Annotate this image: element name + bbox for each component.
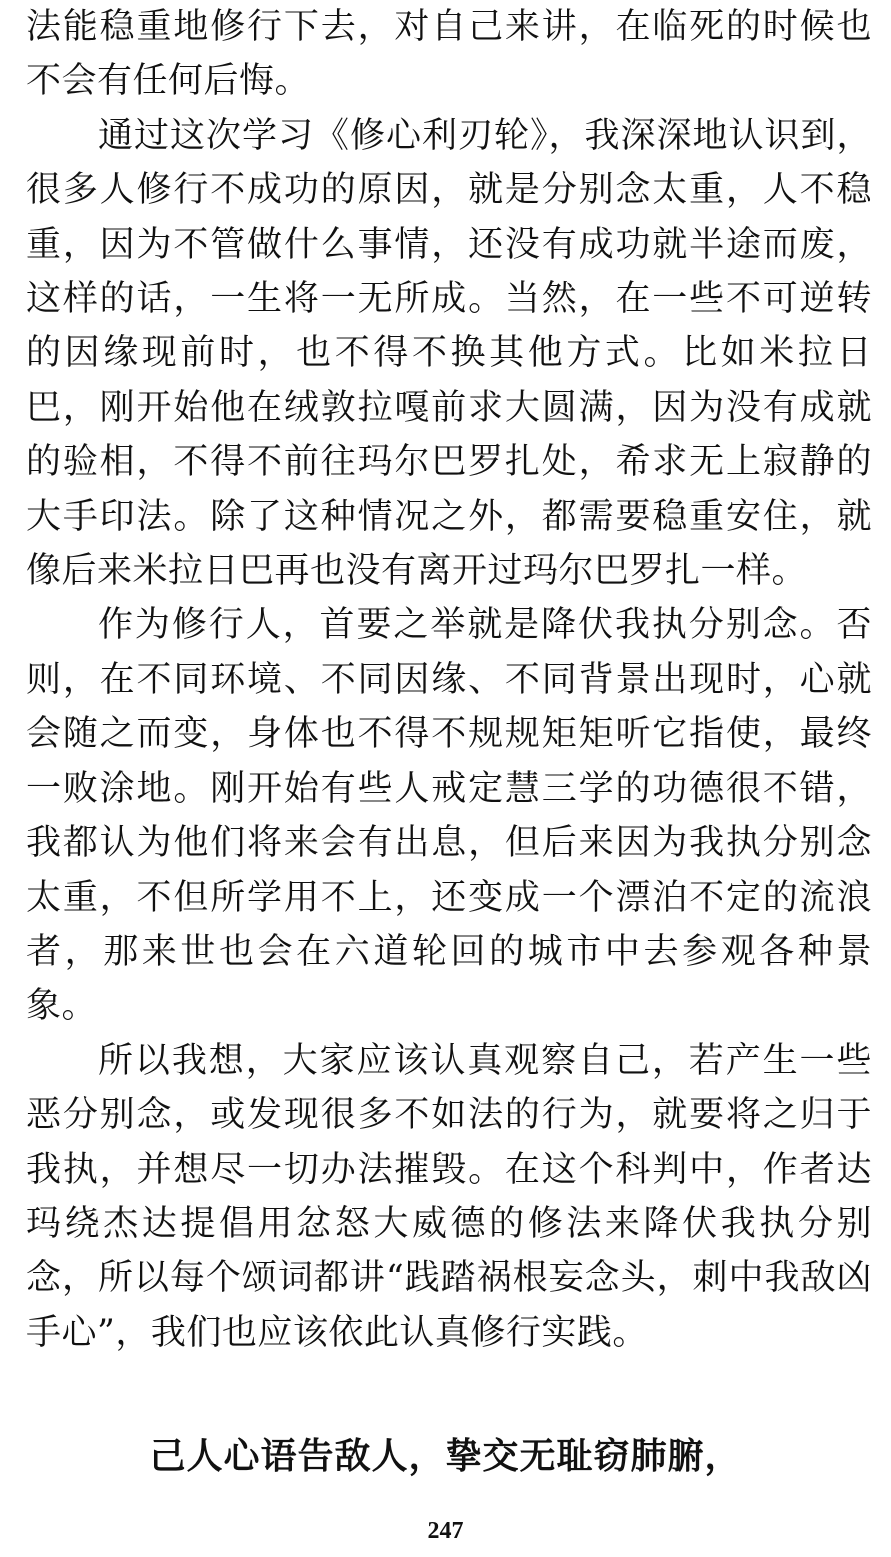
paragraph-4: 所以我想，大家应该认真观察自己，若产生一些恶分别念，或发现很多不如法的行为，就要将之归于我执，并想尽一切办法摧毁。在这个科判中，作者达玛绕杰达提倡用忿怒大威德的修法来降伏我执分别念，所以每个颂词都讲“践踏祸根妄念头，刺中我敌凶手心”，我们也应该依此认真修行实践。	[26, 1040, 872, 1353]
page-number: 247	[427, 1518, 464, 1544]
paragraph-1: 法能稳重地修行下去，对自己来讲，在临死的时候也不会有任何后悔。	[26, 7, 872, 102]
verse-heading: 己人心语告敌人，挚交无耻窃肺腑，	[149, 1436, 742, 1477]
paragraph-2: 通过这次学习《修心利刃轮》，我深深地认识到，很多人修行不成功的原因，就是分别念太重，人不稳重，因为不管做什么事情，还没有成功就半途而废，这样的话，一生将一无所成。当然，在一些不可逆转的因缘现前时，也不得不换其他方式。比如米拉日巴，刚开始他在绒敦拉嘎前求大圆满，因为没有成就的验相，不得不前往玛尔巴罗扎处，希求无上寂静的大手印法。除了这种情况之外，都需要稳重安住，就像后来米拉日巴再也没有离开过玛尔巴罗扎一样。	[26, 115, 872, 592]
paragraph-3: 作为修行人，首要之举就是降伏我执分别念。否则，在不同环境、不同因缘、不同背景出现时，心就会随之而变，身体也不得不规规矩矩听它指使，最终一败涂地。刚开始有些人戒定慧三学的功德很不错，我都认为他们将来会有出息，但后来因为我执分别念太重，不但所学用不上，还变成一个漂泊不定的流浪者，那来世也会在六道轮回的城市中去参观各种景象。	[26, 605, 872, 1027]
body-text	[26, 0, 872, 1360]
